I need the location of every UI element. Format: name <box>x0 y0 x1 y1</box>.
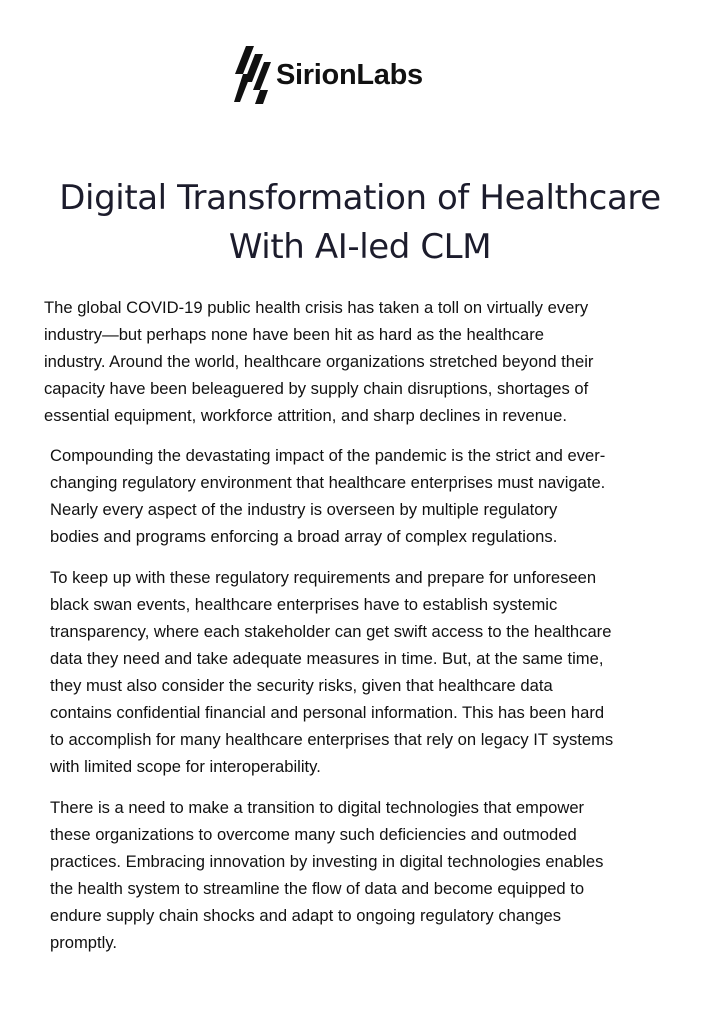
logo-wordmark: SirionLabs <box>276 58 423 91</box>
text-line: essential equipment, workforce attrition, and sharp declines in revenue. <box>44 406 567 425</box>
text-line: contains confidential financial and personal information. This has been hard <box>50 703 605 722</box>
text-line: There is a need to make a transition to digital technologies that empower <box>50 798 585 817</box>
text-line: black swan events, healthcare enterprises have to establish systemic <box>50 595 558 614</box>
paragraph-digital-transition <box>50 794 700 956</box>
text-line: endure supply chain shocks and adapt to ongoing regulatory changes <box>50 906 562 925</box>
text-line: promptly. <box>50 933 118 952</box>
text-line: capacity have been beleaguered by supply chain disruptions, shortages of <box>44 379 589 398</box>
text-line: industry. Around the world, healthcare organizations stretched beyond their <box>44 352 594 371</box>
paragraph-regulatory-environment <box>50 442 700 550</box>
text-line: these organizations to overcome many such deficiencies and outmoded <box>50 825 577 844</box>
sirionlabs-logo-mark-icon <box>234 44 272 106</box>
text-line: bodies and programs enforcing a broad array of complex regulations. <box>50 527 558 546</box>
text-line: the health system to streamline the flow of data and become equipped to <box>50 879 585 898</box>
text-line: transparency, where each stakeholder can get swift access to the healthcare <box>50 622 612 641</box>
page-title <box>20 174 700 272</box>
paragraph-covid-impact <box>44 294 704 429</box>
text-line: To keep up with these regulatory requirements and prepare for unforeseen <box>50 568 597 587</box>
text-line: with limited scope for interoperability. <box>50 757 321 776</box>
text-line: data they need and take adequate measures in time. But, at the same time, <box>50 649 604 668</box>
text-line: to accomplish for many healthcare enterprises that rely on legacy IT systems <box>50 730 614 749</box>
text-line: Nearly every aspect of the industry is overseen by multiple regulatory <box>50 500 558 519</box>
text-line: changing regulatory environment that healthcare enterprises must navigate. <box>50 473 606 492</box>
text-line: practices. Embracing innovation by investing in digital technologies enables <box>50 852 604 871</box>
text-line: The global COVID-19 public health crisis has taken a toll on virtually every <box>44 298 589 317</box>
sirionlabs-logo <box>234 44 423 106</box>
title-line: Digital Transformation of Healthcare <box>59 178 661 218</box>
text-line: they must also consider the security risks, given that healthcare data <box>50 676 553 695</box>
text-line: industry—but perhaps none have been hit as hard as the healthcare <box>44 325 544 344</box>
title-line: With AI-led CLM <box>228 227 492 267</box>
paragraph-transparency <box>50 564 700 780</box>
text-line: Compounding the devastating impact of the pandemic is the strict and ever- <box>50 446 606 465</box>
